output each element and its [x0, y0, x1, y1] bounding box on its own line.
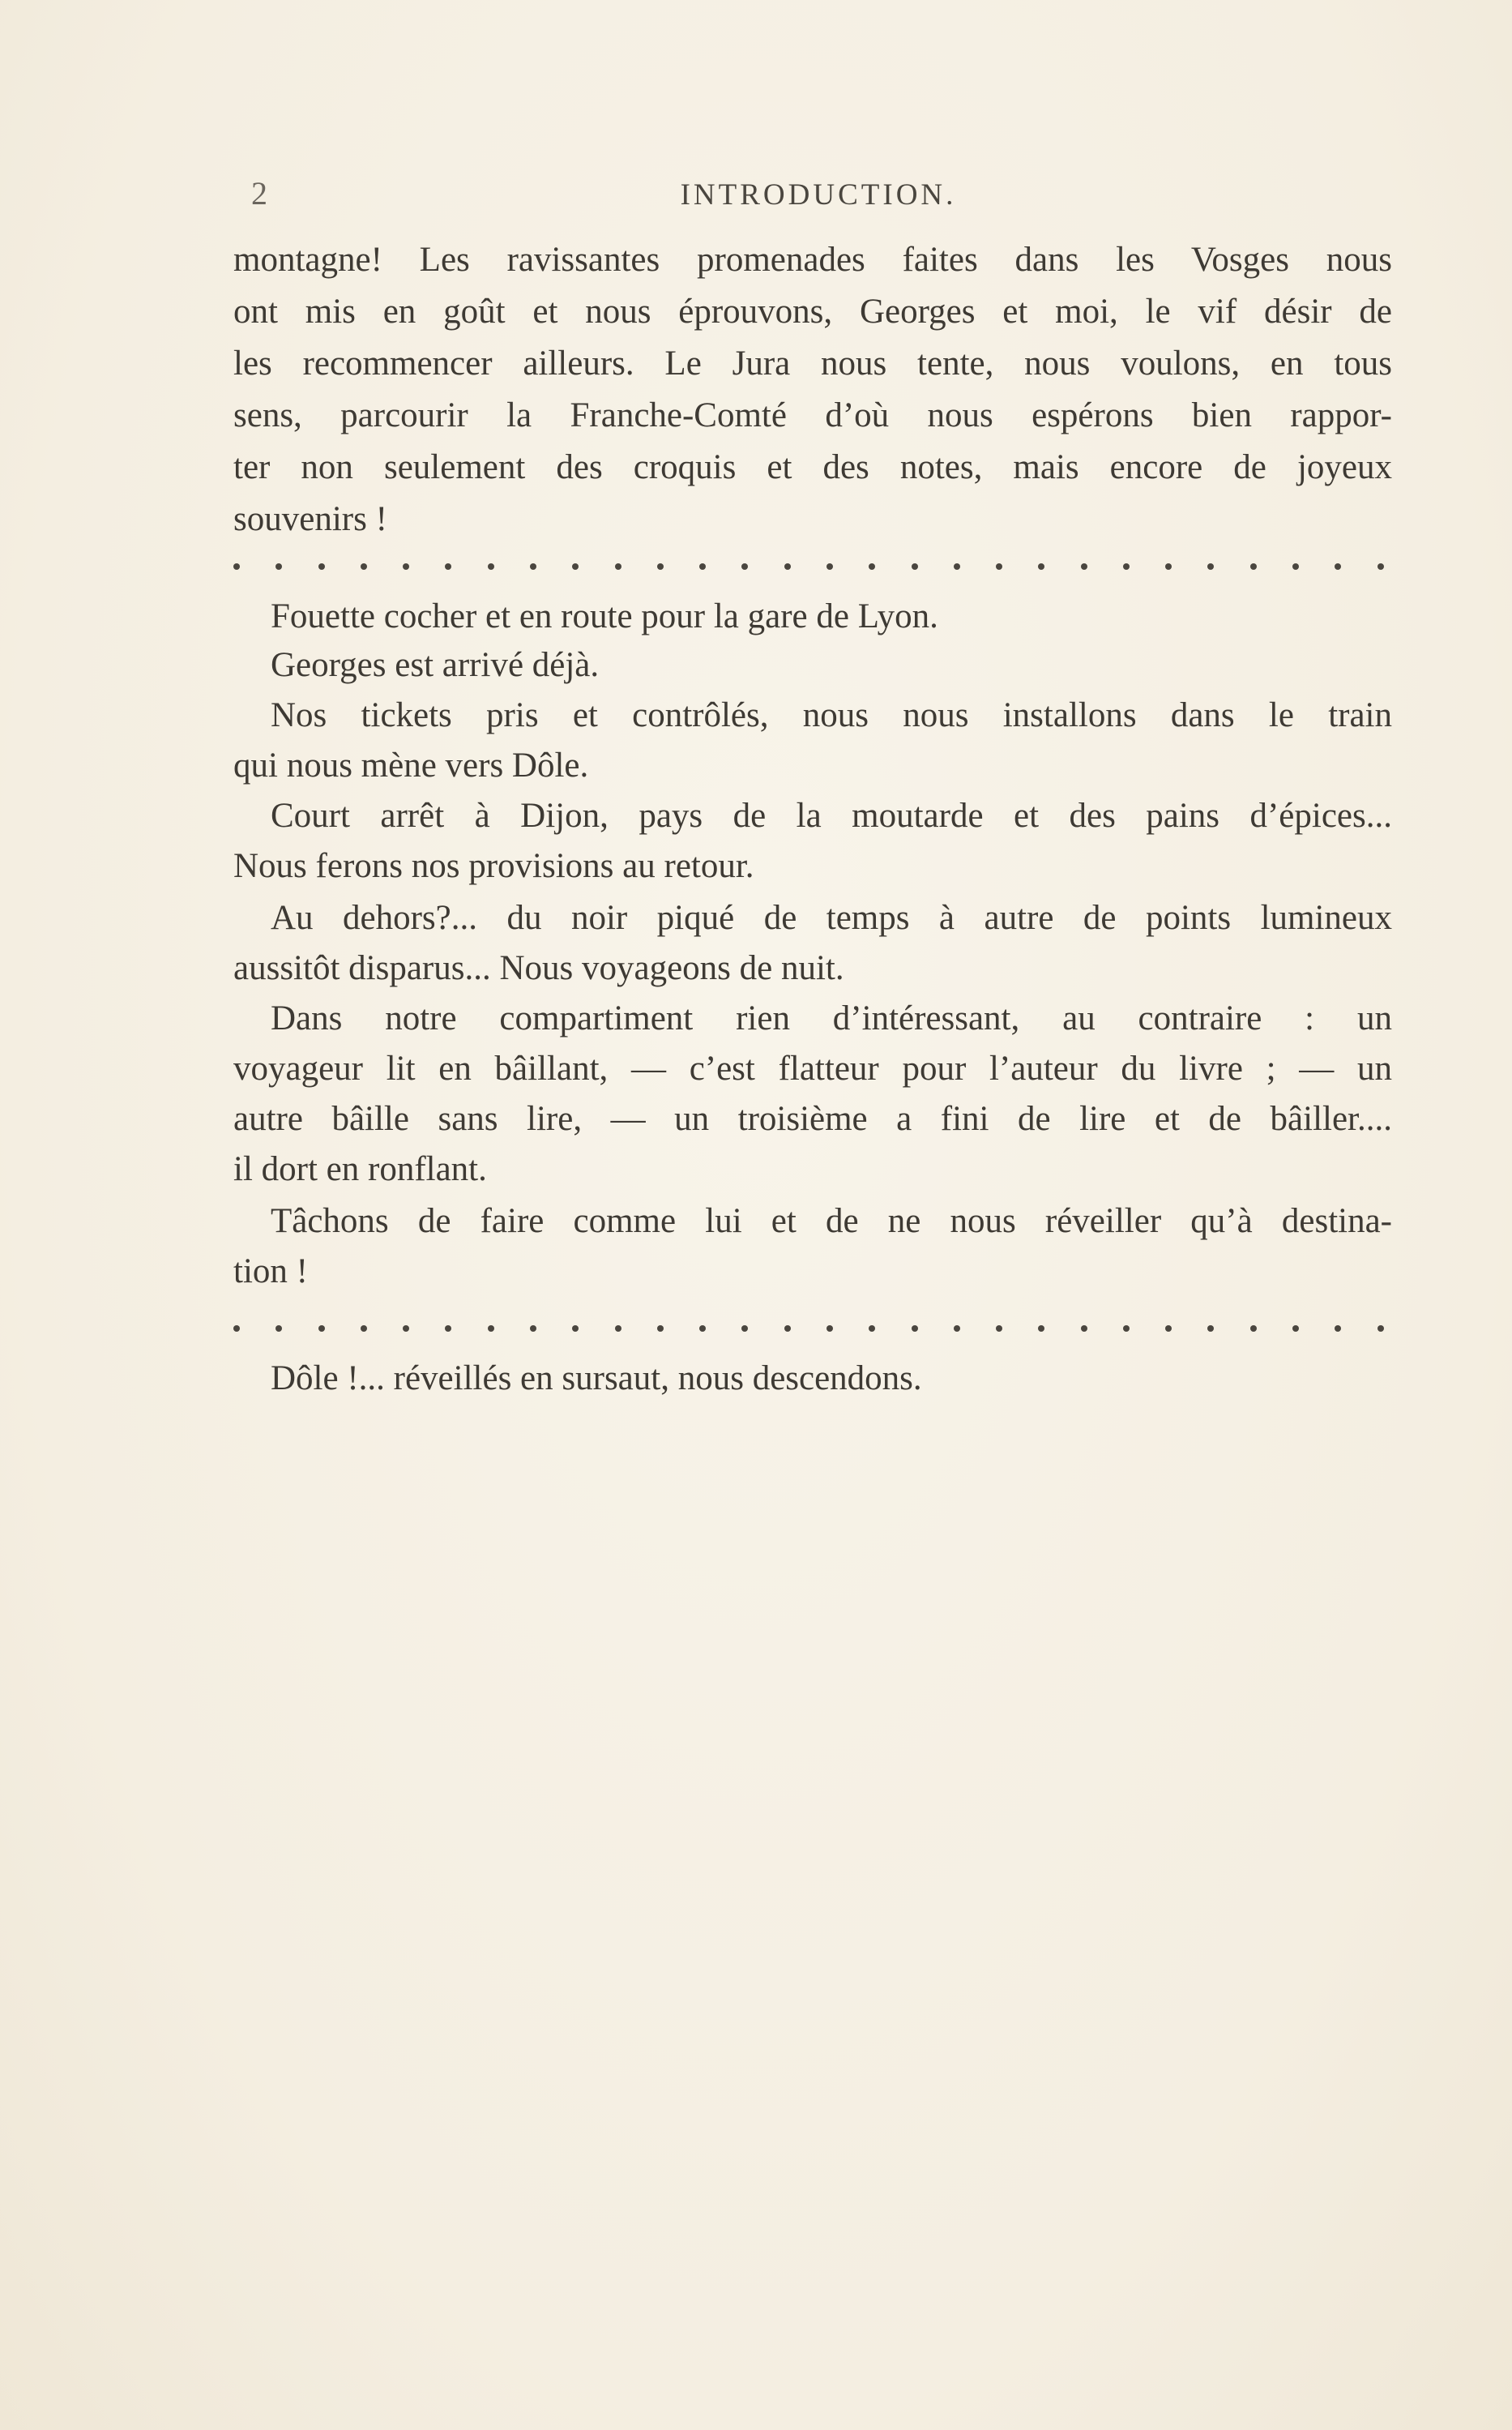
separator-dot — [403, 563, 409, 570]
separator-dot — [233, 1325, 240, 1332]
separator-dot — [615, 1325, 621, 1332]
text-line: autre bâille sans lire, — un troisième a fini de lire et de bâiller.... — [233, 1100, 1392, 1138]
separator-dot — [233, 563, 240, 570]
separator-dot — [445, 563, 451, 570]
separator-dot — [1038, 563, 1044, 570]
separator-dot — [361, 563, 367, 570]
separator-dot — [741, 563, 748, 570]
separator-dot — [996, 563, 1002, 570]
running-title: INTRODUCTION. — [680, 178, 957, 212]
separator-dot — [869, 1325, 875, 1332]
text-line: souvenirs ! — [233, 500, 387, 538]
text-line: Georges est arrivé déjà. — [271, 646, 600, 684]
separator-dot — [403, 1325, 409, 1332]
separator-dot — [1038, 1325, 1044, 1332]
text-line: Nous ferons nos provisions au retour. — [233, 847, 754, 885]
separator-dot — [1123, 563, 1130, 570]
text-line: aussitôt disparus... Nous voyageons de nuit. — [233, 949, 844, 987]
separator-dot — [1377, 1325, 1384, 1332]
separator-dot — [1292, 1325, 1299, 1332]
separator-dot — [445, 1325, 451, 1332]
separator-dot — [954, 563, 960, 570]
page-header — [243, 174, 1394, 223]
text-line: Tâchons de faire comme lui et de ne nous réveiller qu’à destina- — [271, 1202, 1392, 1240]
separator-dot — [1081, 563, 1087, 570]
text-line: il dort en ronflant. — [233, 1150, 487, 1188]
separator-dot — [1292, 563, 1299, 570]
text-line: voyageur lit en bâillant, — c’est flatteur pour l’auteur du livre ; — un — [233, 1050, 1392, 1088]
text-line: ter non seulement des croquis et des notes, mais encore de joyeux — [233, 448, 1392, 486]
separator-dot — [1250, 563, 1257, 570]
text-line: qui nous mène vers Dôle. — [233, 747, 589, 785]
separator-dot — [784, 563, 791, 570]
separator-dot — [1207, 1325, 1214, 1332]
separator-dot — [488, 563, 494, 570]
text-line: ont mis en goût et nous éprouvons, Georges et moi, le vif désir de — [233, 293, 1392, 331]
separator-dot — [275, 1325, 282, 1332]
separator-dot — [1250, 1325, 1257, 1332]
text-line: montagne! Les ravissantes promenades faites dans les Vosges nous — [233, 241, 1392, 279]
separator-dot — [1335, 563, 1341, 570]
text-line: tion ! — [233, 1252, 308, 1290]
separator-dot — [657, 563, 664, 570]
separator-dot — [699, 563, 706, 570]
separator-dot — [488, 1325, 494, 1332]
separator-dot — [1165, 563, 1172, 570]
text-line: Dôle !... réveillés en sursaut, nous descendons. — [271, 1359, 922, 1397]
text-line: Au dehors?... du noir piqué de temps à autre de points lumineux — [271, 899, 1392, 937]
separator-dot — [572, 563, 579, 570]
separator-dot — [912, 563, 918, 570]
separator-dot — [996, 1325, 1002, 1332]
separator-dot — [361, 1325, 367, 1332]
separator-dot — [530, 1325, 536, 1332]
text-line: sens, parcourir la Franche-Comté d’où nous espérons bien rappor- — [233, 396, 1392, 434]
separator-dot — [741, 1325, 748, 1332]
separator-dot — [615, 563, 621, 570]
separator-dot — [954, 1325, 960, 1332]
separator-dot — [826, 1325, 833, 1332]
separator-dot — [275, 563, 282, 570]
text-line: Court arrêt à Dijon, pays de la moutarde et des pains d’épices... — [271, 797, 1392, 835]
separator-dot — [1165, 1325, 1172, 1332]
text-line: Fouette cocher et en route pour la gare de Lyon. — [271, 597, 938, 635]
separator-dot — [1081, 1325, 1087, 1332]
separator-dot — [318, 563, 325, 570]
separator-dot — [912, 1325, 918, 1332]
page-number: 2 — [251, 175, 267, 212]
separator-dot — [318, 1325, 325, 1332]
separator-dot — [1207, 563, 1214, 570]
separator-dot — [530, 563, 536, 570]
separator-dot — [657, 1325, 664, 1332]
separator-dot — [869, 563, 875, 570]
dotted-separator — [233, 1325, 1384, 1341]
separator-dot — [1377, 563, 1384, 570]
dotted-separator — [233, 563, 1384, 580]
separator-dot — [826, 563, 833, 570]
text-line: Dans notre compartiment rien d’intéressant, au contraire : un — [271, 999, 1392, 1037]
separator-dot — [1335, 1325, 1341, 1332]
separator-dot — [572, 1325, 579, 1332]
text-line: les recommencer ailleurs. Le Jura nous tente, nous voulons, en tous — [233, 344, 1392, 383]
text-line: Nos tickets pris et contrôlés, nous nous installons dans le train — [271, 696, 1392, 734]
separator-dot — [784, 1325, 791, 1332]
separator-dot — [1123, 1325, 1130, 1332]
separator-dot — [699, 1325, 706, 1332]
